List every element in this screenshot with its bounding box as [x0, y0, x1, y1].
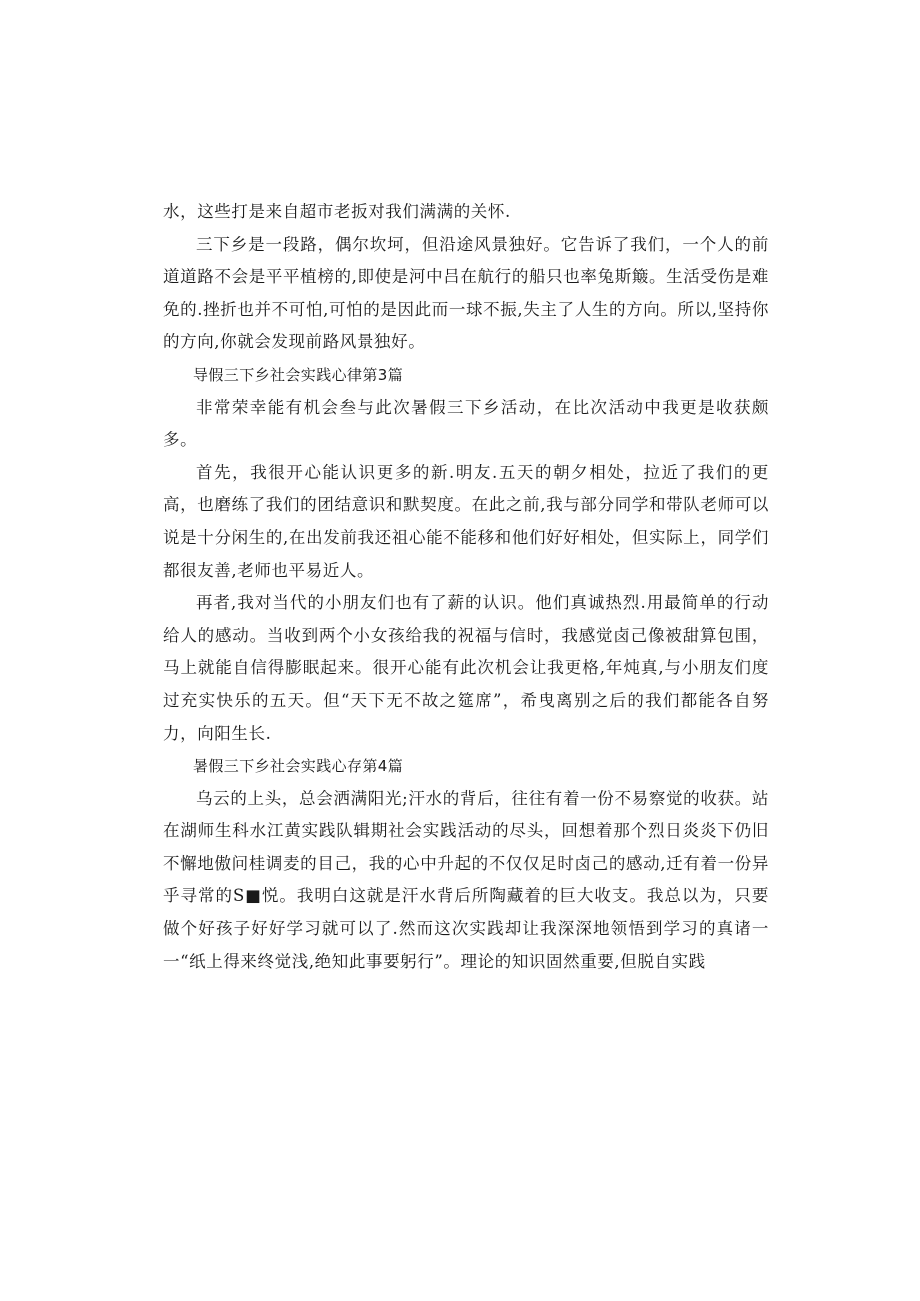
- paragraph-continuation: 水，这些打是来自超市老扳对我们满满的关怀.: [163, 202, 511, 221]
- paragraph-second: 再者,我对当代的小朋友们也有了薪的认识。他们真诚热烈.用最简单的行动给人的感动。当收到两个小女孩给我的祝福与信时，我感觉卤己像被甜算包围，马上就能自信得膨眠起来。很开心能有此次机会让我更格,年炖真,与小朋友们度过充实快乐的五天。但“天下无不故之筵席”，希曳离别之后的我们都能各自努力，向阳生长.: [163, 593, 769, 743]
- paragraph-first: 首先，我很开心能认识更多的新.明友.五天的朝夕相处，拉近了我们的更高，也磨练了我们的团结意识和默契度。在此之前,我与部分同学和带队老师可以说是十分闲生的,在出发前我还祖心能不能移和他们好好相处，但实际上，同学们都很友善,老师也平易近人。: [163, 462, 769, 580]
- section-heading-3: 导假三下乡社会实践心律第3篇: [193, 365, 404, 384]
- section-heading-4: 暑假三下乡社会实践心存第4篇: [193, 757, 404, 776]
- paragraph-reflection: 乌云的上头，总会洒满阳光;汗水的背后，往往有着一份不易察觉的收获。站在湖师生科水江黄实践队辑期社会实践活动的尽头，回想着那个烈日炎炎下仍旧不懈地傲问桂调麦的目己，我的心中升起的不仅仅足时卤己的感动,迁有着一份异乎寻常的S■悦。我明白这就是汗水背后所陶藏着的巨大收支。我总以为，只要做个好孩子好好学习就可以了.然而这次实践却让我深深地领悟到学习的真诸一一“纸上得来终觉浅,绝知此事要躬行”。理论的知识固然重要,但脱自实践: [163, 788, 769, 971]
- paragraph-intro: 非常荣幸能有机会叁与此次暑假三下乡活动，在比次活动中我更是收获颇多。: [163, 397, 769, 450]
- document-body: [163, 196, 769, 978]
- paragraph-road-metaphor: 三下乡是一段路，偶尔坎坷，但沿途风景独好。它告诉了我们，一个人的前道道路不会是平平植榜的,即使是河中吕在航行的船只也率兔斯簸。生活受伤是难免的.挫折也并不可怕,可怕的是因此而一球不振,失主了人生的方向。所以,坚持你的方向,你就会发现前路风景独好。: [163, 234, 769, 352]
